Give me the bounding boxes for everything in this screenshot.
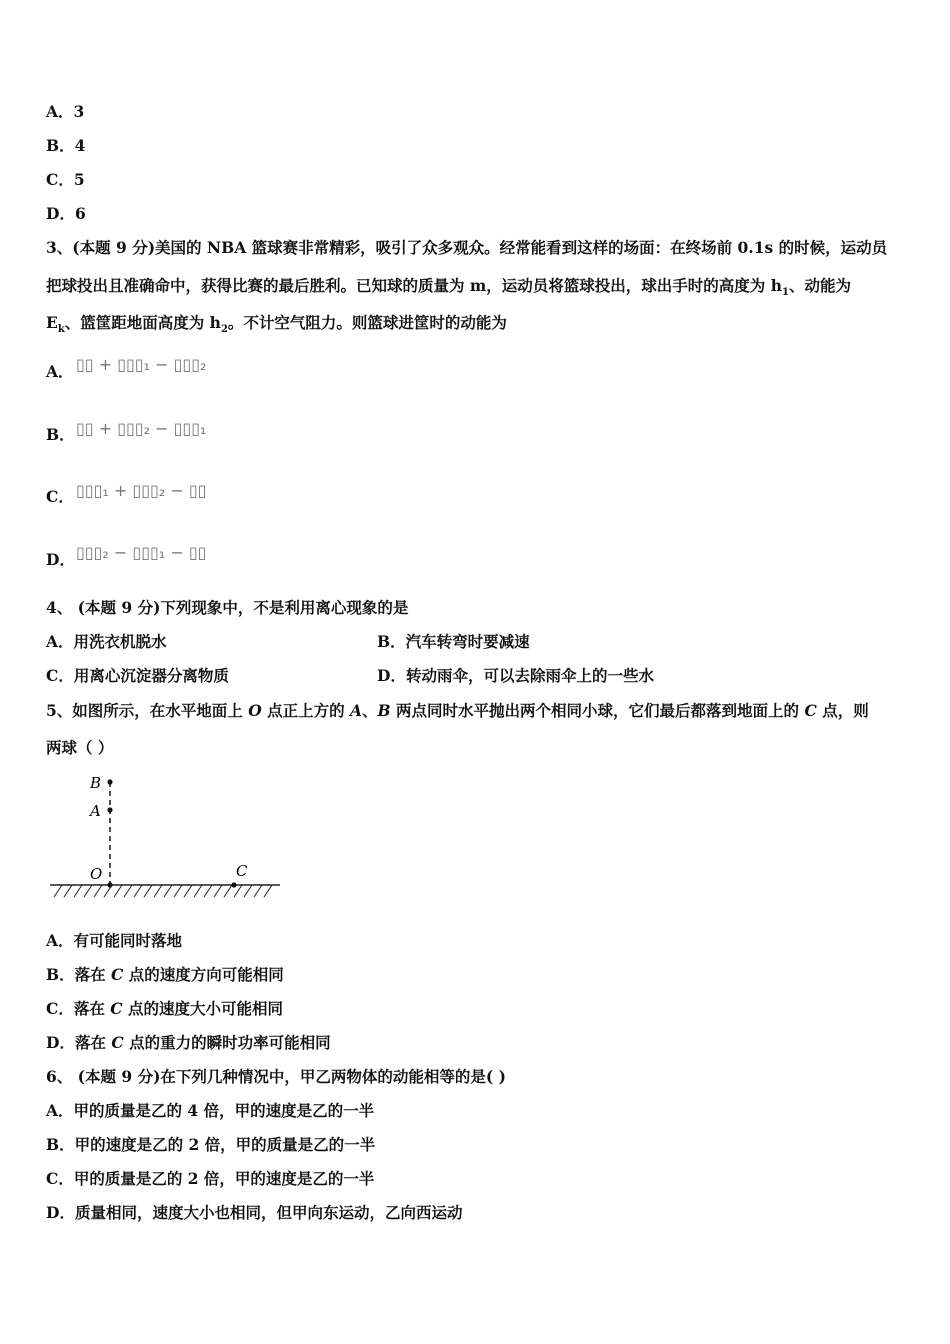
q3-option-b-formula: ▯▯ + ▯▯▯₂ − ▯▯▯₁	[76, 419, 207, 438]
q2-option-d: D．6	[46, 204, 86, 223]
q5-option-b: B．落在 C 点的速度方向可能相同	[46, 965, 284, 984]
q5-option-a: A．有可能同时落地	[46, 931, 183, 950]
q5-stem-line1: 5、如图所示，在水平地面上 O 点正上方的 A、B 两点同时水平抛出两个相同小球，它们最后都落到地面上的 C 点，则	[46, 701, 869, 720]
q5-stem-line2: 两球（ ）	[46, 738, 114, 757]
point-o	[107, 882, 112, 887]
q5-option-d: D．落在 C 点的重力的瞬时功率可能相同	[46, 1033, 331, 1052]
q6-option-c: C．甲的质量是乙的 2 倍，甲的速度是乙的一半	[46, 1169, 375, 1188]
q2-option-b: B．4	[46, 136, 86, 155]
q3-stem-line3: $E_k$、篮筐距地面高度为 $h_2$。不计空气阻力。则篮球进筐时的动能为	[46, 313, 507, 336]
q3-stem-line2: 把球投出且准确命中，获得比赛的最后胜利。已知球的质量为 m，运动员将篮球投出，球出手时的高度为 $h_1$、动能为	[46, 276, 851, 299]
label-a: A	[90, 802, 101, 820]
q5-figure	[44, 770, 284, 900]
q4-option-c: C．用离心沉淀器分离物质	[46, 666, 229, 685]
q4-option-d: D．转动雨伞，可以去除雨伞上的一些水	[377, 666, 654, 685]
q5-option-c: C．落在 C 点的速度大小可能相同	[46, 999, 283, 1018]
q6-option-a: A．甲的质量是乙的 4 倍，甲的速度是乙的一半	[46, 1101, 375, 1120]
q3-option-c-letter: C．	[46, 487, 74, 506]
q6-option-b: B．甲的速度是乙的 2 倍，甲的质量是乙的一半	[46, 1135, 376, 1154]
q6-stem: 6、 (本题 9 分)在下列几种情况中，甲乙两物体的动能相等的是( )	[46, 1067, 506, 1086]
q3-option-d-letter: D．	[46, 550, 75, 569]
q3-option-b-letter: B．	[46, 425, 75, 444]
q6-option-d: D．质量相同，速度大小也相同，但甲向东运动，乙向西运动	[46, 1203, 463, 1222]
q2-option-a: A．3	[46, 102, 85, 121]
q3-option-a-formula: ▯▯ + ▯▯▯₁ − ▯▯▯₂	[76, 355, 207, 374]
label-c: C	[236, 862, 248, 880]
q2-option-c: C．5	[46, 170, 85, 189]
point-c	[231, 882, 236, 887]
q3-option-a-letter: A．	[46, 362, 74, 381]
ground-hatching	[54, 885, 272, 897]
q3-option-d-formula: ▯▯▯₂ − ▯▯▯₁ − ▯▯	[76, 543, 207, 562]
q4-stem: 4、 (本题 9 分)下列现象中，不是利用离心现象的是	[46, 598, 409, 617]
label-b: B	[90, 774, 102, 792]
q3-stem-line1: 3、(本题 9 分)美国的 NBA 篮球赛非常精彩，吸引了众多观众。经常能看到这样的场面：在终场前 0.1s 的时候，运动员	[46, 238, 888, 257]
q4-option-a: A．用洗衣机脱水	[46, 632, 167, 651]
q3-option-c-formula: ▯▯▯₁ + ▯▯▯₂ − ▯▯	[76, 481, 207, 500]
point-a	[107, 807, 112, 812]
point-b	[107, 779, 112, 784]
label-o: O	[90, 865, 103, 883]
q4-option-b: B．汽车转弯时要减速	[377, 632, 530, 651]
